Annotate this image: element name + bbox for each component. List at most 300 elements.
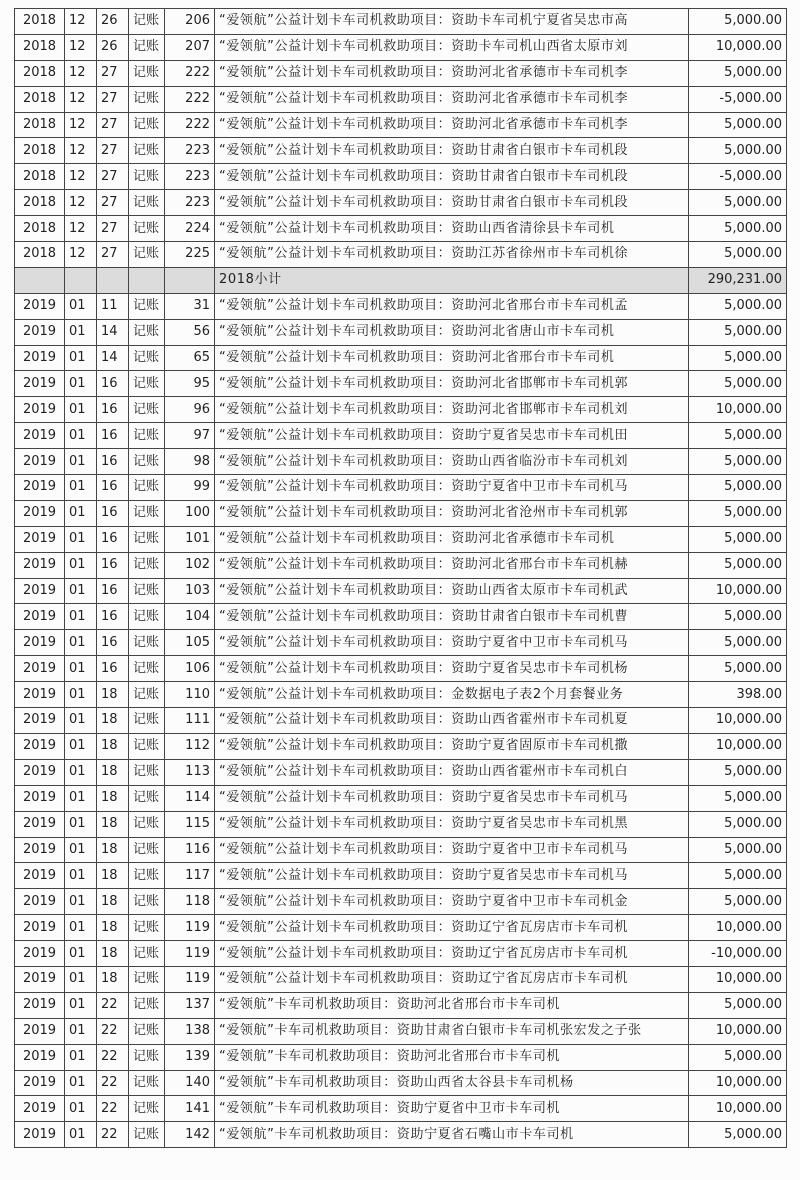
amount-cell: 5,000.00 — [689, 552, 787, 578]
amount-cell: 5,000.00 — [689, 60, 787, 86]
year-cell: 2019 — [15, 475, 65, 501]
voucher-number-cell: 104 — [165, 604, 215, 630]
voucher-type-cell: 记账 — [129, 216, 165, 242]
month-cell: 01 — [65, 733, 97, 759]
voucher-type-cell: 记账 — [129, 966, 165, 992]
table-row — [15, 242, 787, 268]
voucher-type-cell: 记账 — [129, 889, 165, 915]
description-cell: “爱领航”公益计划卡车司机救助项目：资助宁夏省吴忠市卡车司机黑 — [215, 811, 689, 837]
voucher-type-cell: 记账 — [129, 1018, 165, 1044]
description-cell: “爱领航”公益计划卡车司机救助项目：资助宁夏省吴忠市卡车司机杨 — [215, 656, 689, 682]
day-cell: 18 — [97, 785, 129, 811]
day-cell: 18 — [97, 941, 129, 967]
month-cell: 01 — [65, 811, 97, 837]
voucher-number-cell: 65 — [165, 345, 215, 371]
day-cell: 27 — [97, 216, 129, 242]
voucher-number-cell: 106 — [165, 656, 215, 682]
voucher-number-cell: 138 — [165, 1018, 215, 1044]
voucher-number-cell: 102 — [165, 552, 215, 578]
description-cell: “爱领航”公益计划卡车司机救助项目：资助辽宁省瓦房店市卡车司机 — [215, 941, 689, 967]
table-row — [15, 1122, 787, 1148]
year-cell: 2019 — [15, 656, 65, 682]
voucher-type-cell: 记账 — [129, 60, 165, 86]
voucher-number-cell: 96 — [165, 397, 215, 423]
voucher-type-cell: 记账 — [129, 345, 165, 371]
amount-cell: 5,000.00 — [689, 216, 787, 242]
day-cell: 27 — [97, 242, 129, 268]
amount-cell: 5,000.00 — [689, 138, 787, 164]
voucher-type-cell: 记账 — [129, 397, 165, 423]
voucher-number-cell: 105 — [165, 630, 215, 656]
day-cell: 16 — [97, 630, 129, 656]
day-cell: 22 — [97, 992, 129, 1018]
year-cell: 2018 — [15, 190, 65, 216]
voucher-type-cell: 记账 — [129, 552, 165, 578]
year-cell: 2018 — [15, 164, 65, 190]
amount-cell: 10,000.00 — [689, 34, 787, 60]
table-row — [15, 216, 787, 242]
month-cell: 01 — [65, 708, 97, 734]
voucher-number-cell: 119 — [165, 966, 215, 992]
description-cell: “爱领航”公益计划卡车司机救助项目：资助甘肃省白银市卡车司机段 — [215, 138, 689, 164]
voucher-number-cell: 116 — [165, 837, 215, 863]
voucher-number-cell: 142 — [165, 1122, 215, 1148]
voucher-number-cell: 114 — [165, 785, 215, 811]
voucher-number-cell: 111 — [165, 708, 215, 734]
year-cell: 2019 — [15, 1070, 65, 1096]
year-cell: 2019 — [15, 604, 65, 630]
voucher-type-cell: 记账 — [129, 164, 165, 190]
table-row — [15, 371, 787, 397]
day-cell: 22 — [97, 1096, 129, 1122]
year-cell: 2019 — [15, 733, 65, 759]
table-row — [15, 293, 787, 319]
amount-cell: 5,000.00 — [689, 992, 787, 1018]
voucher-number-cell: 223 — [165, 138, 215, 164]
day-cell: 22 — [97, 1018, 129, 1044]
amount-cell: 5,000.00 — [689, 9, 787, 35]
day-cell: 22 — [97, 1070, 129, 1096]
year-cell: 2019 — [15, 837, 65, 863]
day-cell: 18 — [97, 837, 129, 863]
table-row — [15, 863, 787, 889]
table-row — [15, 733, 787, 759]
year-cell: 2018 — [15, 60, 65, 86]
subtotal-amount: 290,231.00 — [689, 267, 787, 293]
year-cell: 2019 — [15, 319, 65, 345]
day-cell: 16 — [97, 526, 129, 552]
description-cell: “爱领航”卡车司机救助项目：资助河北省邢台市卡车司机 — [215, 1044, 689, 1070]
voucher-number-cell: 103 — [165, 578, 215, 604]
day-cell: 18 — [97, 682, 129, 708]
voucher-number-cell: 56 — [165, 319, 215, 345]
month-cell: 01 — [65, 1044, 97, 1070]
voucher-number-cell: 118 — [165, 889, 215, 915]
day-cell: 18 — [97, 966, 129, 992]
subtotal-row — [15, 267, 787, 293]
description-cell: “爱领航”公益计划卡车司机救助项目：资助山西省临汾市卡车司机刘 — [215, 449, 689, 475]
day-cell: 16 — [97, 449, 129, 475]
voucher-number-cell: 97 — [165, 423, 215, 449]
month-cell: 01 — [65, 293, 97, 319]
amount-cell: 5,000.00 — [689, 190, 787, 216]
year-cell: 2018 — [15, 242, 65, 268]
amount-cell: -5,000.00 — [689, 86, 787, 112]
table-row — [15, 9, 787, 35]
month-cell: 01 — [65, 500, 97, 526]
month-cell: 01 — [65, 319, 97, 345]
year-cell: 2019 — [15, 759, 65, 785]
voucher-number-cell: 112 — [165, 733, 215, 759]
table-row — [15, 449, 787, 475]
month-cell: 01 — [65, 1018, 97, 1044]
table-row — [15, 915, 787, 941]
month-cell: 12 — [65, 164, 97, 190]
day-cell: 18 — [97, 915, 129, 941]
amount-cell: 5,000.00 — [689, 423, 787, 449]
day-cell: 18 — [97, 708, 129, 734]
description-cell: “爱领航”卡车司机救助项目：资助山西省太谷县卡车司机杨 — [215, 1070, 689, 1096]
voucher-type-cell: 记账 — [129, 1044, 165, 1070]
table-row — [15, 34, 787, 60]
month-cell: 12 — [65, 216, 97, 242]
table-row — [15, 837, 787, 863]
voucher-type-cell: 记账 — [129, 837, 165, 863]
amount-cell: 5,000.00 — [689, 811, 787, 837]
amount-cell: 5,000.00 — [689, 1122, 787, 1148]
year-cell: 2019 — [15, 630, 65, 656]
voucher-number-cell: 207 — [165, 34, 215, 60]
month-cell: 01 — [65, 759, 97, 785]
day-cell: 27 — [97, 112, 129, 138]
year-cell: 2019 — [15, 889, 65, 915]
voucher-number-cell: 225 — [165, 242, 215, 268]
table-row — [15, 190, 787, 216]
month-cell: 01 — [65, 345, 97, 371]
description-cell: “爱领航”公益计划卡车司机救助项目：资助河北省承德市卡车司机 — [215, 526, 689, 552]
table-row — [15, 112, 787, 138]
month-cell: 01 — [65, 449, 97, 475]
month-cell: 12 — [65, 138, 97, 164]
voucher-type-cell: 记账 — [129, 34, 165, 60]
description-cell: “爱领航”公益计划卡车司机救助项目：资助甘肃省白银市卡车司机曹 — [215, 604, 689, 630]
year-cell: 2019 — [15, 293, 65, 319]
year-cell: 2018 — [15, 86, 65, 112]
month-cell: 01 — [65, 682, 97, 708]
day-cell: 14 — [97, 345, 129, 371]
voucher-type-cell: 记账 — [129, 86, 165, 112]
amount-cell: 5,000.00 — [689, 500, 787, 526]
year-cell: 2018 — [15, 34, 65, 60]
amount-cell: 10,000.00 — [689, 1070, 787, 1096]
day-cell: 27 — [97, 164, 129, 190]
voucher-type-cell: 记账 — [129, 992, 165, 1018]
day-cell: 22 — [97, 1122, 129, 1148]
month-cell: 12 — [65, 190, 97, 216]
amount-cell: 5,000.00 — [689, 630, 787, 656]
year-cell: 2019 — [15, 552, 65, 578]
year-cell: 2019 — [15, 423, 65, 449]
year-cell: 2019 — [15, 915, 65, 941]
day-cell: 18 — [97, 811, 129, 837]
year-cell — [15, 267, 65, 293]
voucher-number-cell: 110 — [165, 682, 215, 708]
day-cell: 16 — [97, 423, 129, 449]
voucher-number-cell: 139 — [165, 1044, 215, 1070]
voucher-type-cell: 记账 — [129, 682, 165, 708]
voucher-number-cell: 223 — [165, 190, 215, 216]
description-cell: “爱领航”公益计划卡车司机救助项目：资助卡车司机山西省太原市刘 — [215, 34, 689, 60]
ledger-rows — [15, 9, 787, 1148]
voucher-number-cell: 119 — [165, 941, 215, 967]
day-cell: 18 — [97, 733, 129, 759]
year-cell: 2019 — [15, 1096, 65, 1122]
amount-cell: 5,000.00 — [689, 449, 787, 475]
description-cell: “爱领航”公益计划卡车司机救助项目：资助宁夏省中卫市卡车司机金 — [215, 889, 689, 915]
voucher-number-cell — [165, 267, 215, 293]
table-row — [15, 1044, 787, 1070]
day-cell: 18 — [97, 759, 129, 785]
day-cell: 11 — [97, 293, 129, 319]
voucher-type-cell: 记账 — [129, 138, 165, 164]
table-row — [15, 475, 787, 501]
day-cell: 16 — [97, 397, 129, 423]
table-row — [15, 500, 787, 526]
amount-cell: -10,000.00 — [689, 941, 787, 967]
voucher-number-cell: 224 — [165, 216, 215, 242]
voucher-type-cell: 记账 — [129, 759, 165, 785]
table-row — [15, 423, 787, 449]
description-cell: “爱领航”公益计划卡车司机救助项目：资助辽宁省瓦房店市卡车司机 — [215, 966, 689, 992]
description-cell: “爱领航”公益计划卡车司机救助项目：资助宁夏省固原市卡车司机撒 — [215, 733, 689, 759]
month-cell: 01 — [65, 604, 97, 630]
table-row — [15, 682, 787, 708]
voucher-type-cell: 记账 — [129, 915, 165, 941]
voucher-number-cell: 31 — [165, 293, 215, 319]
table-row — [15, 630, 787, 656]
table-row — [15, 60, 787, 86]
table-row — [15, 138, 787, 164]
day-cell: 18 — [97, 863, 129, 889]
month-cell: 01 — [65, 1096, 97, 1122]
description-cell: “爱领航”卡车司机救助项目：资助河北省邢台市卡车司机 — [215, 992, 689, 1018]
voucher-type-cell: 记账 — [129, 630, 165, 656]
table-row — [15, 345, 787, 371]
month-cell: 01 — [65, 475, 97, 501]
year-cell: 2019 — [15, 966, 65, 992]
voucher-number-cell: 223 — [165, 164, 215, 190]
amount-cell: 10,000.00 — [689, 708, 787, 734]
year-cell: 2019 — [15, 449, 65, 475]
voucher-number-cell: 117 — [165, 863, 215, 889]
description-cell: “爱领航”公益计划卡车司机救助项目：资助河北省承德市卡车司机李 — [215, 86, 689, 112]
day-cell: 16 — [97, 578, 129, 604]
year-cell: 2019 — [15, 1044, 65, 1070]
table-row — [15, 578, 787, 604]
year-cell: 2019 — [15, 941, 65, 967]
year-cell: 2019 — [15, 526, 65, 552]
month-cell: 01 — [65, 915, 97, 941]
month-cell: 12 — [65, 9, 97, 35]
voucher-number-cell: 119 — [165, 915, 215, 941]
voucher-number-cell: 100 — [165, 500, 215, 526]
month-cell: 01 — [65, 889, 97, 915]
table-row — [15, 1018, 787, 1044]
year-cell: 2019 — [15, 785, 65, 811]
amount-cell: 5,000.00 — [689, 345, 787, 371]
subtotal-label: 2018小计 — [215, 267, 689, 293]
voucher-type-cell: 记账 — [129, 941, 165, 967]
month-cell: 01 — [65, 966, 97, 992]
table-row — [15, 759, 787, 785]
month-cell: 01 — [65, 371, 97, 397]
description-cell: “爱领航”公益计划卡车司机救助项目：资助甘肃省白银市卡车司机段 — [215, 190, 689, 216]
day-cell: 16 — [97, 500, 129, 526]
year-cell: 2019 — [15, 371, 65, 397]
amount-cell: 5,000.00 — [689, 759, 787, 785]
table-row — [15, 397, 787, 423]
year-cell: 2019 — [15, 1018, 65, 1044]
voucher-type-cell: 记账 — [129, 190, 165, 216]
day-cell: 27 — [97, 190, 129, 216]
voucher-type-cell: 记账 — [129, 500, 165, 526]
voucher-type-cell: 记账 — [129, 811, 165, 837]
description-cell: “爱领航”公益计划卡车司机救助项目：资助河北省承德市卡车司机李 — [215, 60, 689, 86]
description-cell: “爱领航”公益计划卡车司机救助项目：资助宁夏省吴忠市卡车司机马 — [215, 785, 689, 811]
table-row — [15, 785, 787, 811]
amount-cell: 398.00 — [689, 682, 787, 708]
description-cell: “爱领航”公益计划卡车司机救助项目：资助甘肃省白银市卡车司机段 — [215, 164, 689, 190]
voucher-number-cell: 113 — [165, 759, 215, 785]
table-row — [15, 966, 787, 992]
description-cell: “爱领航”卡车司机救助项目：资助甘肃省白银市卡车司机张宏发之子张 — [215, 1018, 689, 1044]
voucher-type-cell: 记账 — [129, 708, 165, 734]
amount-cell: 10,000.00 — [689, 733, 787, 759]
year-cell: 2019 — [15, 811, 65, 837]
voucher-number-cell: 222 — [165, 86, 215, 112]
voucher-number-cell: 137 — [165, 992, 215, 1018]
table-row — [15, 604, 787, 630]
description-cell: “爱领航”公益计划卡车司机救助项目：资助河北省唐山市卡车司机 — [215, 319, 689, 345]
amount-cell: 10,000.00 — [689, 1018, 787, 1044]
amount-cell: 10,000.00 — [689, 966, 787, 992]
voucher-type-cell: 记账 — [129, 785, 165, 811]
year-cell: 2019 — [15, 682, 65, 708]
year-cell: 2018 — [15, 138, 65, 164]
voucher-type-cell: 记账 — [129, 9, 165, 35]
description-cell: “爱领航”公益计划卡车司机救助项目：资助宁夏省中卫市卡车司机马 — [215, 837, 689, 863]
voucher-number-cell: 101 — [165, 526, 215, 552]
voucher-type-cell: 记账 — [129, 1070, 165, 1096]
description-cell: “爱领航”卡车司机救助项目：资助宁夏省中卫市卡车司机 — [215, 1096, 689, 1122]
voucher-type-cell: 记账 — [129, 656, 165, 682]
day-cell: 26 — [97, 9, 129, 35]
amount-cell: 10,000.00 — [689, 578, 787, 604]
month-cell: 01 — [65, 837, 97, 863]
voucher-number-cell: 115 — [165, 811, 215, 837]
voucher-type-cell: 记账 — [129, 242, 165, 268]
amount-cell: 5,000.00 — [689, 293, 787, 319]
month-cell: 01 — [65, 423, 97, 449]
voucher-type-cell: 记账 — [129, 733, 165, 759]
table-row — [15, 1096, 787, 1122]
month-cell: 12 — [65, 34, 97, 60]
month-cell: 12 — [65, 60, 97, 86]
voucher-number-cell: 141 — [165, 1096, 215, 1122]
description-cell: “爱领航”公益计划卡车司机救助项目：资助江苏省徐州市卡车司机徐 — [215, 242, 689, 268]
year-cell: 2019 — [15, 397, 65, 423]
year-cell: 2018 — [15, 112, 65, 138]
description-cell: “爱领航”公益计划卡车司机救助项目：资助河北省邯郸市卡车司机刘 — [215, 397, 689, 423]
description-cell: “爱领航”公益计划卡车司机救助项目：资助山西省霍州市卡车司机夏 — [215, 708, 689, 734]
month-cell: 01 — [65, 656, 97, 682]
description-cell: “爱领航”公益计划卡车司机救助项目：资助宁夏省中卫市卡车司机马 — [215, 630, 689, 656]
voucher-type-cell: 记账 — [129, 319, 165, 345]
description-cell: “爱领航”公益计划卡车司机救助项目：资助宁夏省吴忠市卡车司机马 — [215, 863, 689, 889]
description-cell: “爱领航”公益计划卡车司机救助项目：资助山西省霍州市卡车司机白 — [215, 759, 689, 785]
voucher-number-cell: 98 — [165, 449, 215, 475]
year-cell: 2018 — [15, 216, 65, 242]
day-cell: 14 — [97, 319, 129, 345]
voucher-type-cell: 记账 — [129, 112, 165, 138]
month-cell: 12 — [65, 86, 97, 112]
voucher-type-cell: 记账 — [129, 293, 165, 319]
amount-cell: 5,000.00 — [689, 112, 787, 138]
voucher-type-cell: 记账 — [129, 475, 165, 501]
voucher-type-cell: 记账 — [129, 604, 165, 630]
year-cell: 2019 — [15, 708, 65, 734]
day-cell: 27 — [97, 86, 129, 112]
table-row — [15, 941, 787, 967]
month-cell: 01 — [65, 397, 97, 423]
day-cell: 27 — [97, 138, 129, 164]
voucher-type-cell: 记账 — [129, 423, 165, 449]
table-row — [15, 1070, 787, 1096]
month-cell: 01 — [65, 1070, 97, 1096]
description-cell: “爱领航”公益计划卡车司机救助项目：资助卡车司机宁夏省吴忠市高 — [215, 9, 689, 35]
voucher-type-cell: 记账 — [129, 1122, 165, 1148]
ledger-table — [14, 8, 787, 1148]
amount-cell: 5,000.00 — [689, 889, 787, 915]
amount-cell: -5,000.00 — [689, 164, 787, 190]
table-row — [15, 889, 787, 915]
voucher-type-cell: 记账 — [129, 371, 165, 397]
amount-cell: 5,000.00 — [689, 656, 787, 682]
month-cell: 12 — [65, 112, 97, 138]
voucher-number-cell: 222 — [165, 60, 215, 86]
day-cell — [97, 267, 129, 293]
year-cell: 2018 — [15, 9, 65, 35]
day-cell: 22 — [97, 1044, 129, 1070]
day-cell: 16 — [97, 475, 129, 501]
table-row — [15, 552, 787, 578]
year-cell: 2019 — [15, 345, 65, 371]
description-cell: “爱领航”公益计划卡车司机救助项目：资助河北省邢台市卡车司机孟 — [215, 293, 689, 319]
year-cell: 2019 — [15, 500, 65, 526]
description-cell: “爱领航”公益计划卡车司机救助项目：资助辽宁省瓦房店市卡车司机 — [215, 915, 689, 941]
year-cell: 2019 — [15, 1122, 65, 1148]
voucher-number-cell: 140 — [165, 1070, 215, 1096]
description-cell: “爱领航”卡车司机救助项目：资助宁夏省石嘴山市卡车司机 — [215, 1122, 689, 1148]
year-cell: 2019 — [15, 578, 65, 604]
voucher-number-cell: 95 — [165, 371, 215, 397]
description-cell: “爱领航”公益计划卡车司机救助项目：资助河北省沧州市卡车司机郭 — [215, 500, 689, 526]
amount-cell: 5,000.00 — [689, 785, 787, 811]
day-cell: 16 — [97, 656, 129, 682]
amount-cell: 10,000.00 — [689, 397, 787, 423]
voucher-type-cell: 记账 — [129, 449, 165, 475]
day-cell: 16 — [97, 371, 129, 397]
